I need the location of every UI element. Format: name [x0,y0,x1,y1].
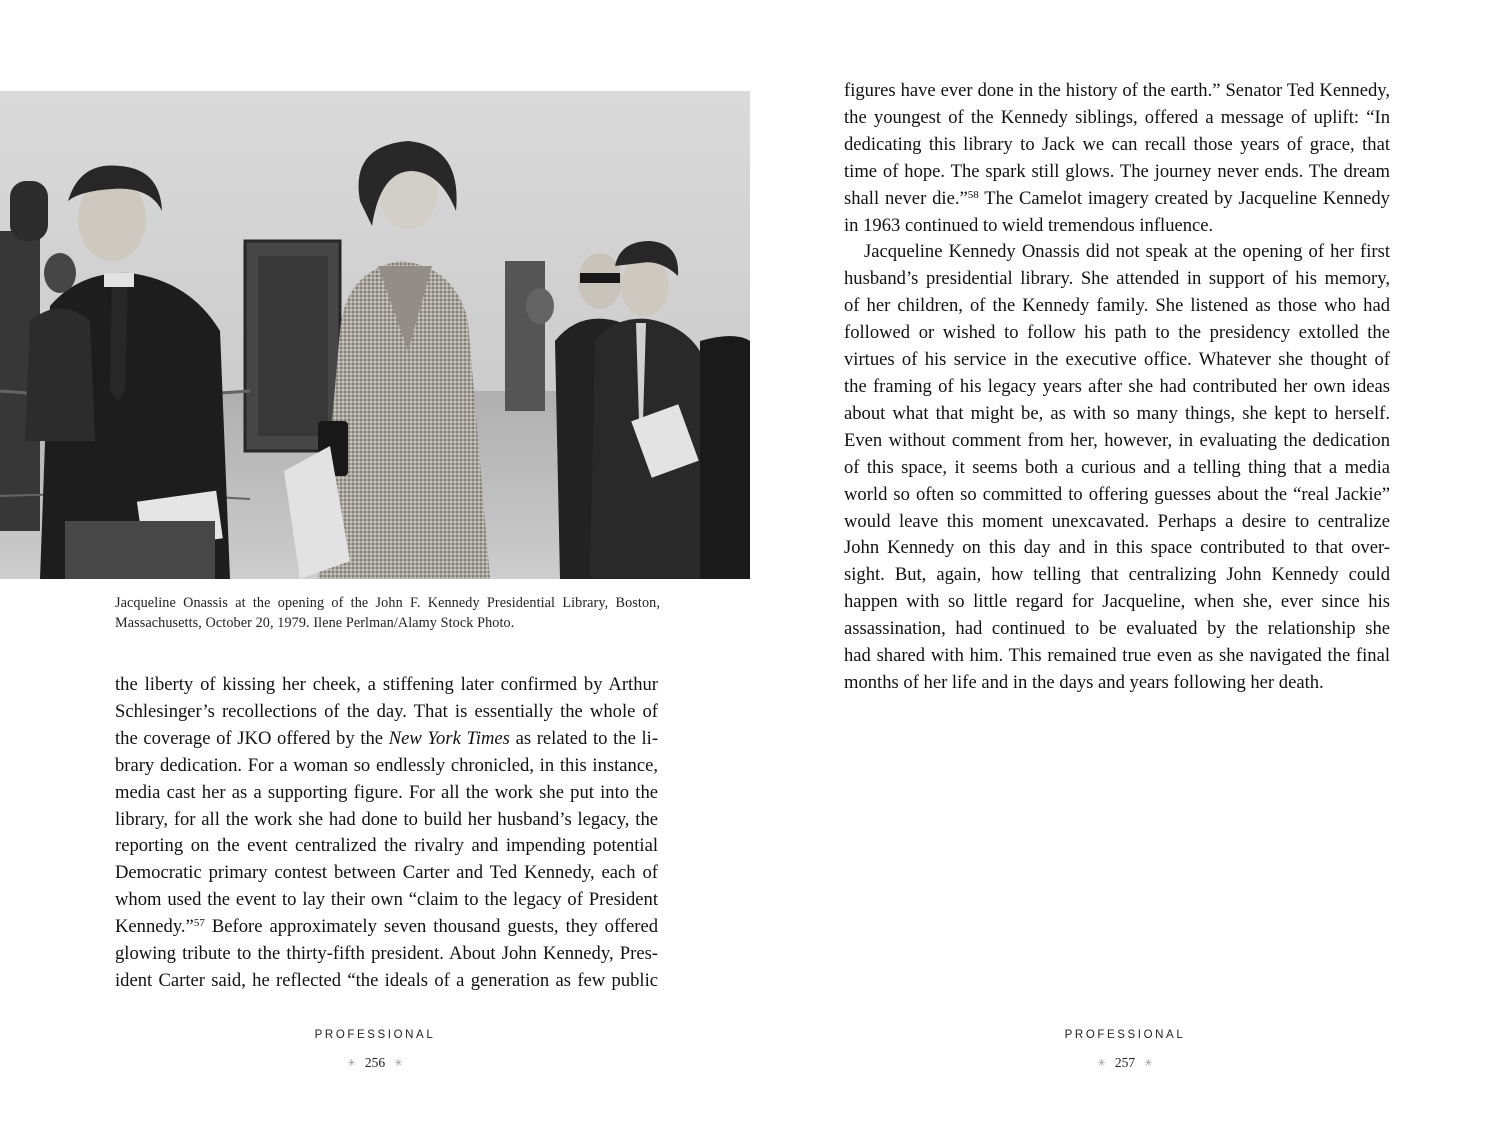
text-span: Before approximately seven thousand guests, they offered [204,916,658,938]
right-page [750,0,1500,1125]
text-line: Even without comment from her, however, in evaluating the dedication [844,429,1390,451]
text-line: about what that might be, as with so many things, she kept to herself. [844,402,1390,424]
text-line [844,186,1390,213]
text-line: happen with so little regard for Jacqueline, when she, ever since his [844,591,1390,613]
text-line: brary dedication. For a woman so endlessly chronicled, in this instance, [115,754,658,776]
ornament-icon: ✳ [1097,1058,1106,1069]
text-line: virtues of his service in the executive office. Whatever she thought of [844,349,1390,371]
running-footer: PROFESSIONAL [1064,1029,1186,1041]
photograph-library-opening [0,91,750,579]
text-line: Schlesinger’s recollections of the day. That is essentially the whole of [115,700,658,722]
text-line: sight. But, again, how telling that centralizing John Kennedy could [844,564,1390,586]
text-line: months of her life and in the days and years following her death. [844,671,1324,693]
text-line: assassination, had continued to be evaluated by the relationship she [844,618,1390,640]
photo-caption [115,593,660,633]
text-line: dedicating this library to Jack we can recall those years of grace, that [844,133,1390,155]
ornament-icon: ✳ [1144,1058,1153,1069]
footnote-reference: 57 [193,917,205,930]
text-line: would leave this moment unexcavated. Perhaps a desire to centralize [844,510,1390,532]
page-number [0,1055,750,1071]
text-span: shall never die.” [844,187,968,209]
caption-line: Jacqueline Onassis at the opening of the John F. Kennedy Presidential Library, Boston, [115,595,660,611]
text-line: library, for all the work she had done to build her husband’s legacy, the [115,808,658,830]
text-line: the liberty of kissing her cheek, a stiffening later confirmed by Arthur [115,674,658,695]
text-line: followed or wished to follow his path to the presidency extolled the [844,322,1390,344]
photo-illustration [0,91,750,579]
text-line: glowing tribute to the thirty-fifth president. About John Kennedy, Pres- [115,943,658,965]
text-line: media cast her as a supporting figure. For all the work she put into the [115,781,658,803]
text-line: time of hope. The spark still glows. The journey never ends. The dream [844,160,1390,182]
publication-title: New York Times [388,727,510,749]
text-line [115,726,658,753]
text-line: the youngest of the Kennedy siblings, offered a message of uplift: “In [844,106,1390,128]
caption-line: Massachusetts, October 20, 1979. Ilene Perlman/Alamy Stock Photo. [115,615,515,631]
text-span: as related to the li- [509,727,659,749]
ornament-icon: ✳ [394,1058,403,1069]
text-span: Kennedy.” [115,916,194,938]
text-line: ident Carter said, he reflected “the ideals of a generation as few public [115,969,658,991]
page-number [750,1055,1500,1071]
ornament-icon: ✳ [347,1058,356,1069]
text-line: the framing of his legacy years after she had contributed her own ideas [844,375,1390,397]
page-number-value: 257 [1114,1055,1136,1070]
text-line: of her children, of the Kennedy family. She listened as those who had [844,295,1390,317]
text-line: reporting on the event centralized the rivalry and impending potential [115,835,658,857]
text-line [115,914,658,941]
text-span: The Camelot imagery created by Jacqueline Kennedy [978,187,1390,209]
text-span: the coverage of JKO offered by the [115,727,389,749]
text-line: husband’s presidential library. She attended in support of his memory, [844,268,1390,290]
running-footer: PROFESSIONAL [314,1029,436,1041]
footnote-reference: 58 [967,188,979,201]
text-line: of this space, it seems both a curious and a telling thing that a media [844,456,1390,478]
text-line: John Kennedy on this day and in this space contributed to that over- [844,537,1390,559]
text-line: Jacqueline Kennedy Onassis did not speak at the opening of her first [864,241,1390,263]
text-line: world so often so committed to offering guesses about the “real Jackie” [844,483,1390,505]
right-page-body [844,78,1390,697]
text-line: Democratic primary contest between Carter and Ted Kennedy, each of [115,862,658,884]
text-line: whom used the event to lay their own “claim to the legacy of President [115,889,658,911]
text-line: figures have ever done in the history of the earth.” Senator Ted Kennedy, [844,80,1390,101]
page-number-value: 256 [364,1055,386,1070]
text-line: in 1963 continued to wield tremendous influence. [844,214,1214,236]
left-page-body [115,672,658,995]
text-line: had shared with him. This remained true even as she navigated the final [844,645,1390,667]
